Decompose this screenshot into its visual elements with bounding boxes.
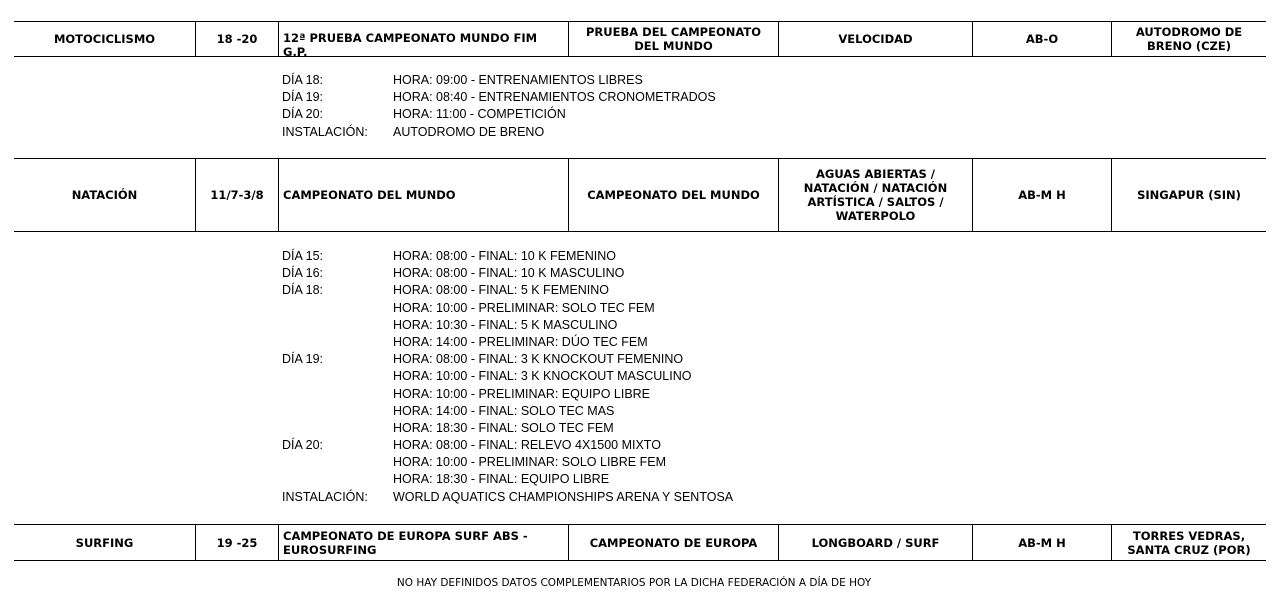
detail-label: DÍA 19:: [282, 90, 323, 105]
detail-value: HORA: 10:00 - PRELIMINAR: EQUIPO LIBRE: [393, 386, 651, 401]
detail-value: HORA: 08:00 - FINAL: 10 K FEMENINO: [393, 249, 616, 263]
event-name-cell: CAMPEONATO DE EUROPA SURF ABS - EUROSURFING: [279, 525, 569, 560]
detail-label: DÍA 15:: [282, 249, 323, 263]
detail-value: HORA: 18:30 - FINAL: EQUIPO LIBRE: [393, 472, 610, 487]
venue-cell: TORRES VEDRAS, SANTA CRUZ (POR): [1127, 528, 1251, 557]
detail-label: DÍA 20:: [282, 107, 323, 122]
discipline-cell: AGUAS ABIERTAS / NATACIÓN / NATACIÓN ARTÍSTICA / SALTOS / WATERPOLO: [779, 159, 973, 231]
category-cell: AB-M H: [973, 525, 1112, 560]
venue-cell: SINGAPUR (SIN): [1137, 188, 1241, 202]
sport-cell: SURFING: [14, 525, 196, 560]
dates-cell: 18 -20: [196, 22, 279, 56]
category-cell: AB-M H: [973, 159, 1112, 231]
detail-value: WORLD AQUATICS CHAMPIONSHIPS ARENA Y SENTOSA: [393, 489, 734, 504]
detail-label: DÍA 18:: [282, 283, 323, 298]
detail-value: HORA: 08:40 - ENTRENAMIENTOS CRONOMETRADOS: [393, 90, 716, 105]
detail-value: HORA: 10:00 - PRELIMINAR: SOLO LIBRE FEM: [393, 455, 666, 470]
detail-value: HORA: 08:00 - FINAL: RELEVO 4X1500 MIXTO: [393, 438, 661, 453]
detail-value: AUTODROMO DE BRENO: [393, 124, 545, 139]
venue-cell: AUTODROMO DE BRENO (CZE): [1135, 25, 1243, 53]
event-row-surfing: [14, 524, 1266, 561]
detail-label: DÍA 18:: [282, 73, 323, 87]
discipline-cell: LONGBOARD / SURF: [779, 525, 973, 560]
event-type-cell: PRUEBA DEL CAMPEONATO DEL MUNDO: [569, 22, 779, 56]
detail-value: HORA: 11:00 - COMPETICIÓN: [393, 107, 566, 122]
detail-value: HORA: 10:30 - FINAL: 5 K MASCULINO: [393, 317, 618, 332]
detail-label: INSTALACIÓN:: [282, 124, 368, 139]
footer-note: NO HAY DEFINIDOS DATOS COMPLEMENTARIOS POR LA DICHA FEDERACIÓN A DÍA DE HOY: [396, 577, 872, 589]
event-type-cell: CAMPEONATO DEL MUNDO: [569, 159, 779, 231]
detail-value: HORA: 14:00 - PRELIMINAR: DÚO TEC FEM: [393, 334, 648, 349]
discipline-cell: VELOCIDAD: [779, 22, 973, 56]
detail-label: DÍA 19:: [282, 352, 323, 367]
detail-value: HORA: 10:00 - FINAL: 3 K KNOCKOUT MASCULINO: [393, 369, 692, 384]
detail-value: HORA: 18:30 - FINAL: SOLO TEC FEM: [393, 420, 614, 435]
detail-label: DÍA 20:: [282, 438, 323, 453]
detail-value: HORA: 09:00 - ENTRENAMIENTOS LIBRES: [393, 73, 643, 87]
dates-cell: 11/7-3/8: [196, 159, 279, 231]
event-row-natacion: [14, 158, 1266, 232]
event-type-cell: CAMPEONATO DE EUROPA: [569, 525, 779, 560]
event-name-cell: 12ª PRUEBA CAMPEONATO MUNDO FIM G.P.: [279, 22, 569, 56]
event-row-motociclismo: [14, 21, 1266, 57]
detail-value: HORA: 08:00 - FINAL: 10 K MASCULINO: [393, 266, 625, 281]
detail-value: HORA: 08:00 - FINAL: 3 K KNOCKOUT FEMENINO: [393, 352, 684, 367]
detail-value: HORA: 08:00 - FINAL: 5 K FEMENINO: [393, 283, 610, 298]
event-name-cell: CAMPEONATO DEL MUNDO: [279, 159, 569, 231]
detail-label: DÍA 16:: [282, 266, 323, 281]
category-cell: AB-O: [973, 22, 1112, 56]
detail-label: INSTALACIÓN:: [282, 489, 368, 504]
detail-value: HORA: 10:00 - PRELIMINAR: SOLO TEC FEM: [393, 300, 655, 315]
detail-value: HORA: 14:00 - FINAL: SOLO TEC MAS: [393, 403, 615, 418]
sport-cell: MOTOCICLISMO: [14, 22, 196, 56]
dates-cell: 19 -25: [196, 525, 279, 560]
sport-cell: NATACIÓN: [14, 159, 196, 231]
